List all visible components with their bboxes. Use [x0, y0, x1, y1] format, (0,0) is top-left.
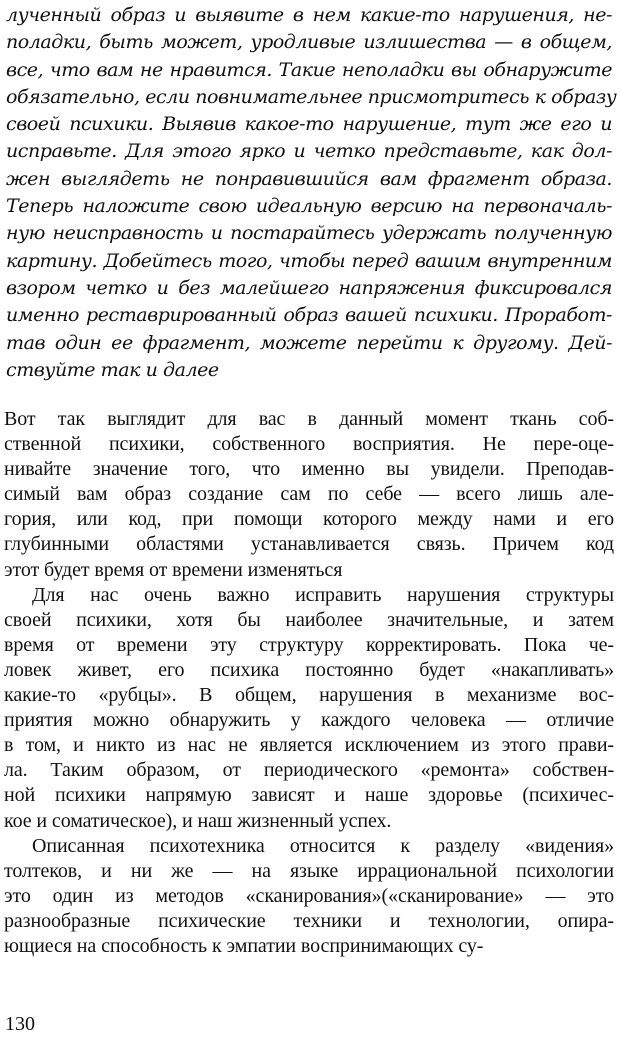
text-line: глубинными областями устанавливается связь. Причем код: [4, 533, 614, 556]
text-line: гория, или код, при помощи которого между нами и его: [4, 508, 614, 531]
text-line: поладки, быть может, уродливые излишества — в общем,: [6, 31, 612, 54]
text-line: все, что вам не нравится. Такие неполадки вы обнаружите: [6, 58, 612, 81]
text-line: ственной психики, собственного восприятия. Не пере-оце-: [4, 433, 614, 456]
paragraph: [4, 834, 614, 959]
text-line: картину. Добейтесь того, чтобы перед вашим внутренним: [6, 249, 612, 272]
text-line: жен выглядеть не понравившийся вам фрагмент образа.: [6, 167, 612, 190]
body-text: [4, 407, 614, 959]
text-line: своей психики. Выявив какое-то нарушение, тут же его и: [6, 113, 612, 136]
paragraph: [4, 583, 614, 834]
italic-instruction-paragraph: [6, 2, 617, 384]
text-line: обязательно, если повнимательнее присмотритесь к образу: [6, 85, 617, 108]
text-line: ющиеся на способность к эмпатии воспринимающих су-: [4, 934, 484, 957]
text-line: Вот так выглядит для вас в данный момент ткань соб-: [4, 408, 614, 430]
text-line: нивайте значение того, что именно вы увидели. Преподав-: [4, 458, 614, 481]
text-line: Для нас очень важно исправить нарушения структуры: [32, 583, 614, 606]
text-line: именно реставрированный образ вашей психики. Проработ-: [6, 304, 612, 327]
text-line: в том, и никто из нас не является исключением из этого прави-: [4, 734, 614, 757]
text-line: Теперь наложите свою идеальную версию на первоначаль-: [6, 195, 612, 218]
text-line: Описанная психотехника относится к разделу «видения»: [32, 834, 614, 857]
paragraph: [4, 407, 614, 583]
text-line: ствуйте так и далее: [6, 358, 219, 381]
text-line: кое и соматическое), и наш жизненный успех.: [4, 809, 392, 832]
text-line: разнообразные психические техники и технологии, опира-: [4, 909, 614, 932]
text-line: ную неисправность и постарайтесь удержать полученную: [6, 222, 612, 245]
text-line: взором четко и без малейшего напряжения фиксировался: [6, 276, 612, 299]
text-line: приятия можно обнаружить у каждого человека — отличие: [4, 709, 614, 732]
text-line: это один из методов «сканирования»(«сканирование» — это: [4, 884, 614, 907]
text-line: исправьте. Для этого ярко и четко представьте, как дол-: [6, 140, 612, 163]
text-line: ной психики напрямую зависят и наше здоровье (психичес-: [4, 784, 614, 807]
text-line: лученный образ и выявите в нем какие-то нарушения, не-: [6, 4, 612, 26]
text-line: этот будет время от времени изменяться: [4, 558, 343, 581]
page-number: 130: [5, 1013, 35, 1035]
text-line: время от времени эту структуру корректировать. Пока че-: [4, 633, 614, 656]
text-line: тав один ее фрагмент, можете перейти к другому. Дей-: [6, 331, 612, 354]
text-line: ловек живет, его психика постоянно будет «накапливать»: [4, 658, 614, 681]
text-line: толтеков, и ни же — на языке иррациональной психологии: [4, 859, 614, 882]
text-line: ла. Таким образом, от периодического «ремонта» собствен-: [4, 759, 614, 782]
text-line: какие-то «рубцы». В общем, нарушения в механизме вос-: [4, 684, 614, 707]
text-line: симый вам образ создание сам по себе — всего лишь але-: [4, 483, 614, 506]
text-line: своей психики, хотя бы наиболее значительные, и затем: [4, 608, 614, 631]
